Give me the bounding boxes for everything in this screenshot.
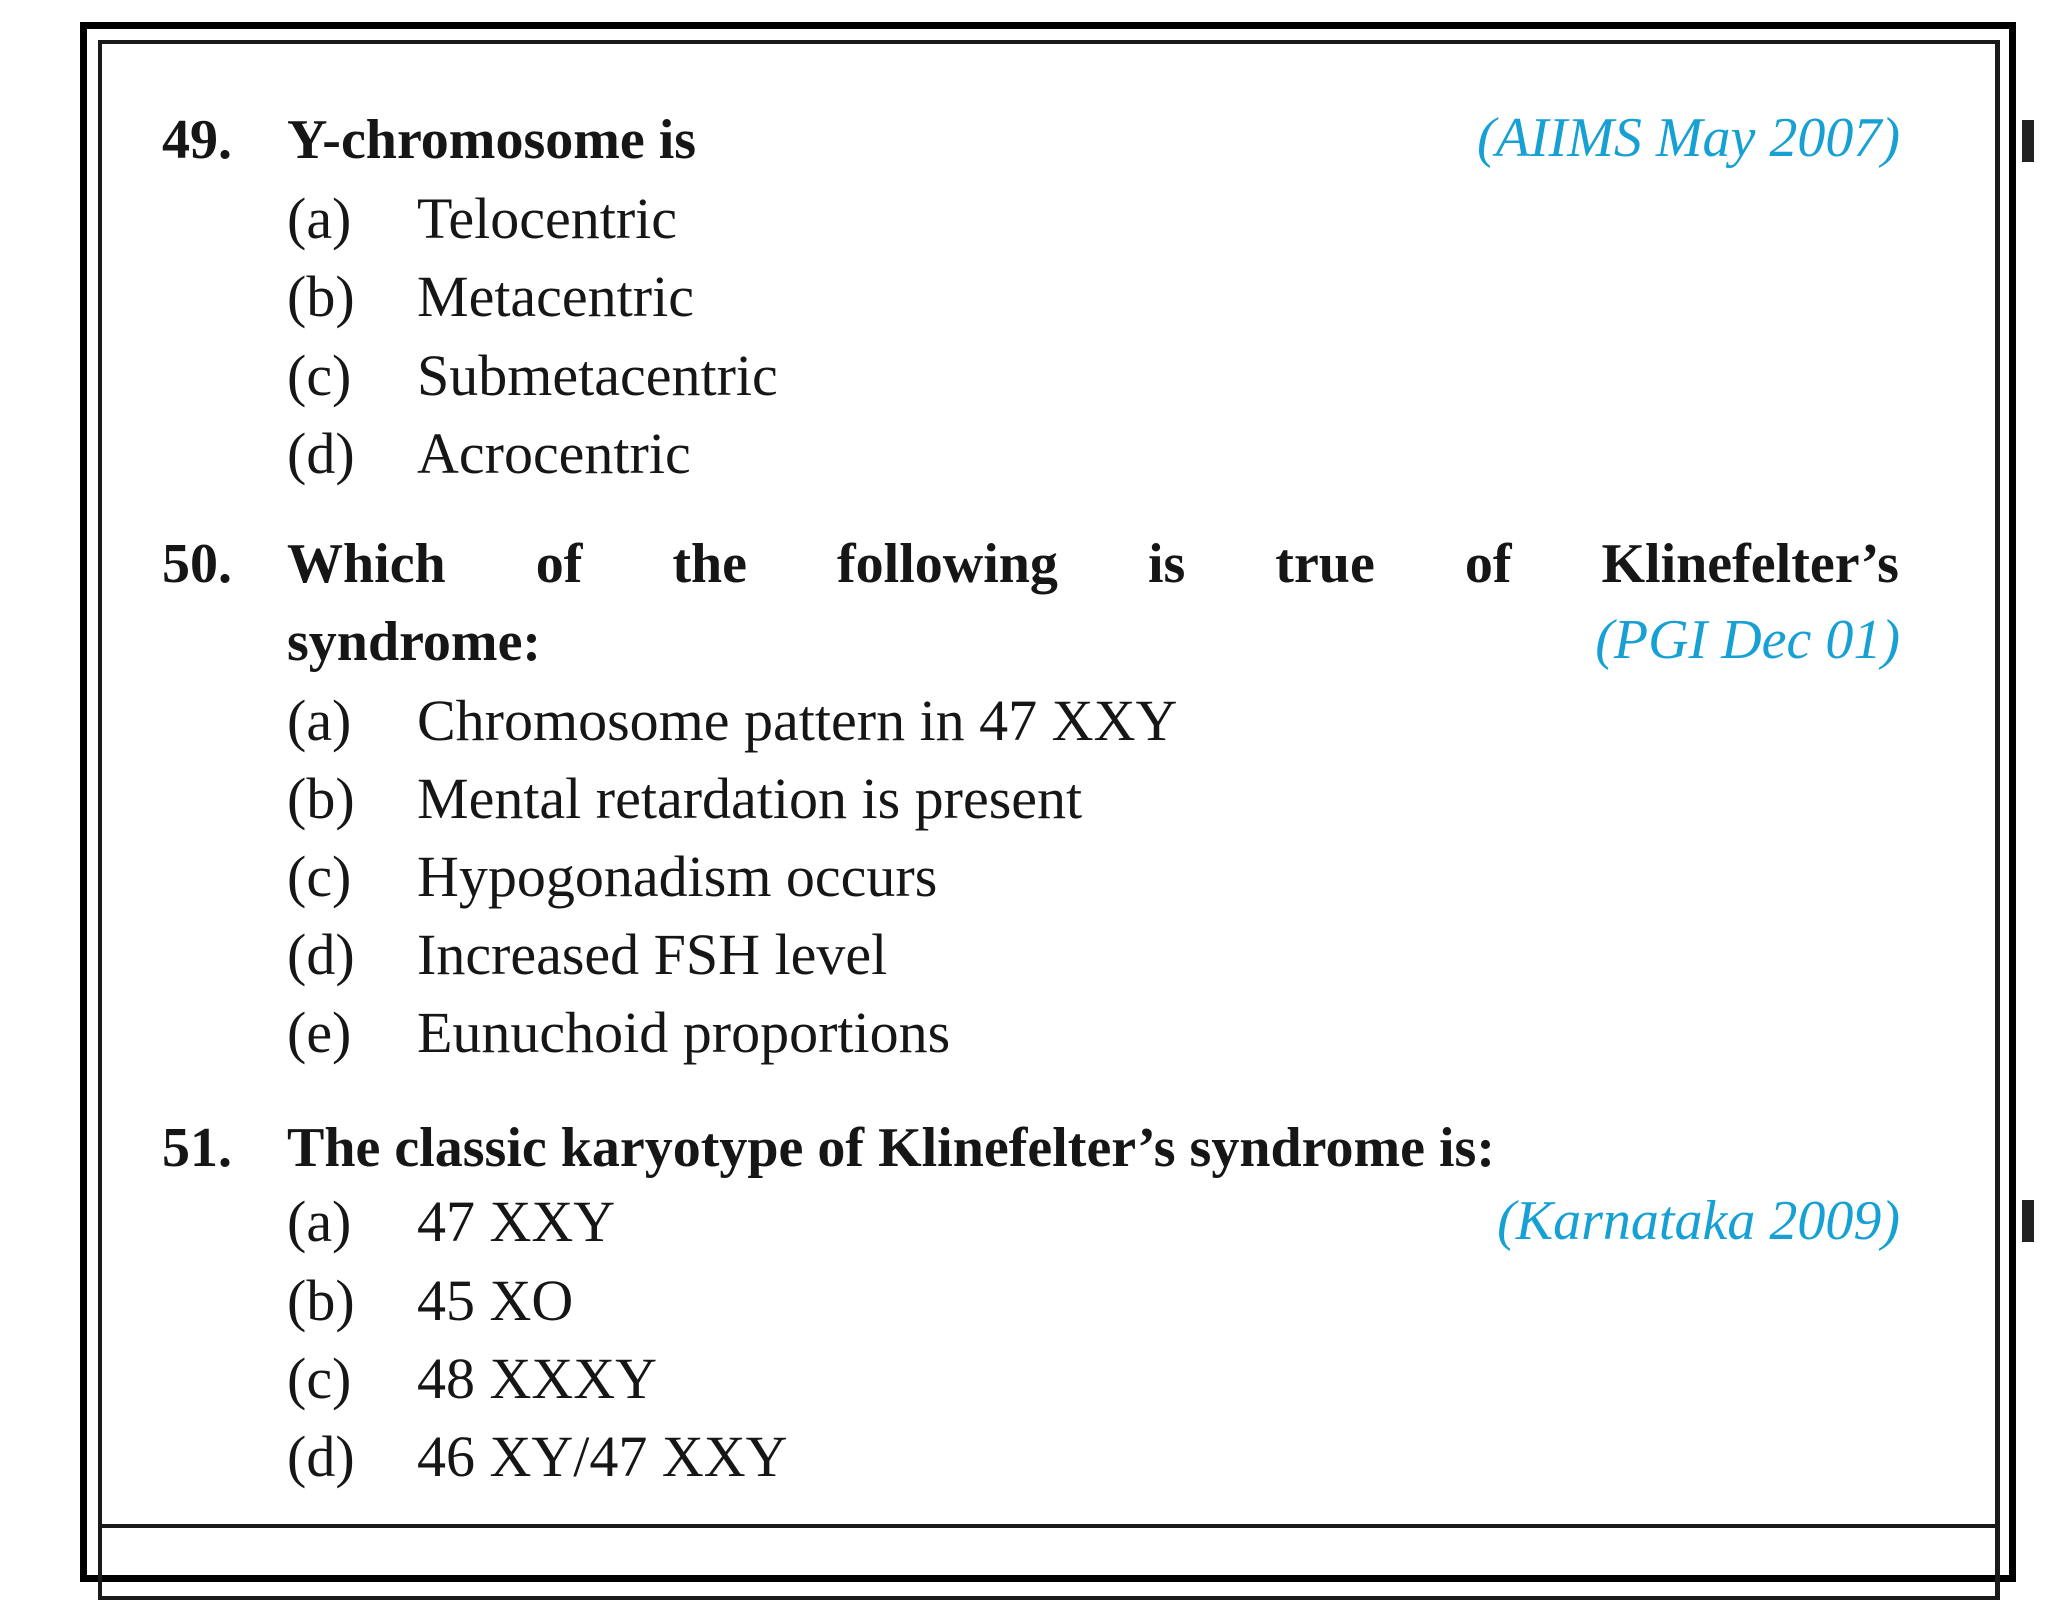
- right-edge-mark: [2022, 1200, 2034, 1242]
- question-word: of: [1464, 533, 1512, 595]
- option-label: (c): [287, 1346, 352, 1411]
- page-frame-bottom-rule: [98, 1524, 2000, 1528]
- option-d: [287, 922, 888, 987]
- option-d: [287, 1424, 788, 1489]
- option-a: [287, 688, 1178, 753]
- option-label: (e): [287, 1000, 352, 1065]
- option-text: Mental retardation is present: [417, 766, 1083, 831]
- question-number: 49.: [162, 109, 232, 171]
- option-text: Submetacentric: [417, 343, 778, 408]
- question-source: (Karnataka 2009): [1497, 1190, 1900, 1252]
- question-text-line-2: syndrome:: [287, 611, 542, 673]
- option-e: [287, 1000, 951, 1065]
- question-word: the: [672, 533, 748, 595]
- option-text: Chromosome pattern in 47 XXY: [417, 688, 1178, 753]
- option-a: [287, 186, 678, 251]
- option-label: (d): [287, 421, 355, 486]
- option-b: [287, 1268, 574, 1333]
- option-text: 46 XY/47 XXY: [417, 1424, 788, 1489]
- option-text: Hypogonadism occurs: [417, 844, 938, 909]
- question-number: 51.: [162, 1117, 232, 1179]
- option-label: (a): [287, 688, 352, 753]
- question-text: Y-chromosome is: [287, 109, 697, 171]
- option-label: (a): [287, 1189, 352, 1254]
- option-label: (d): [287, 1424, 355, 1489]
- question-word: Which: [287, 533, 446, 595]
- option-c: [287, 343, 778, 408]
- option-text: Eunuchoid proportions: [417, 1000, 951, 1065]
- question-text: The classic karyotype of Klinefelter’s syndrome is:: [287, 1117, 1495, 1179]
- option-label: (a): [287, 186, 352, 251]
- option-label: (c): [287, 343, 352, 408]
- question-word: is: [1147, 533, 1186, 595]
- option-c: [287, 1346, 658, 1411]
- question-word: following: [837, 533, 1058, 595]
- option-label: (b): [287, 766, 355, 831]
- question-number: 50.: [162, 533, 232, 595]
- option-b: [287, 264, 694, 329]
- question-source: (PGI Dec 01): [1595, 609, 1900, 671]
- question-word: of: [535, 533, 583, 595]
- option-label: (c): [287, 844, 352, 909]
- right-edge-mark: [2022, 120, 2034, 162]
- option-b: [287, 766, 1083, 831]
- option-label: (b): [287, 264, 355, 329]
- option-text: Telocentric: [417, 186, 678, 251]
- option-d: [287, 421, 691, 486]
- option-a: [287, 1189, 616, 1254]
- question-word: Klinefelter’s: [1601, 533, 1899, 595]
- option-text: Increased FSH level: [417, 922, 888, 987]
- option-text: Metacentric: [417, 264, 694, 329]
- option-label: (b): [287, 1268, 355, 1333]
- question-source: (AIIMS May 2007): [1477, 107, 1900, 169]
- option-text: 47 XXY: [417, 1189, 616, 1254]
- option-text: 48 XXXY: [417, 1346, 658, 1411]
- question-text-line-1: [287, 533, 1899, 595]
- option-label: (d): [287, 922, 355, 987]
- question-word: true: [1275, 533, 1375, 595]
- option-c: [287, 844, 938, 909]
- option-text: Acrocentric: [417, 421, 691, 486]
- option-text: 45 XO: [417, 1268, 574, 1333]
